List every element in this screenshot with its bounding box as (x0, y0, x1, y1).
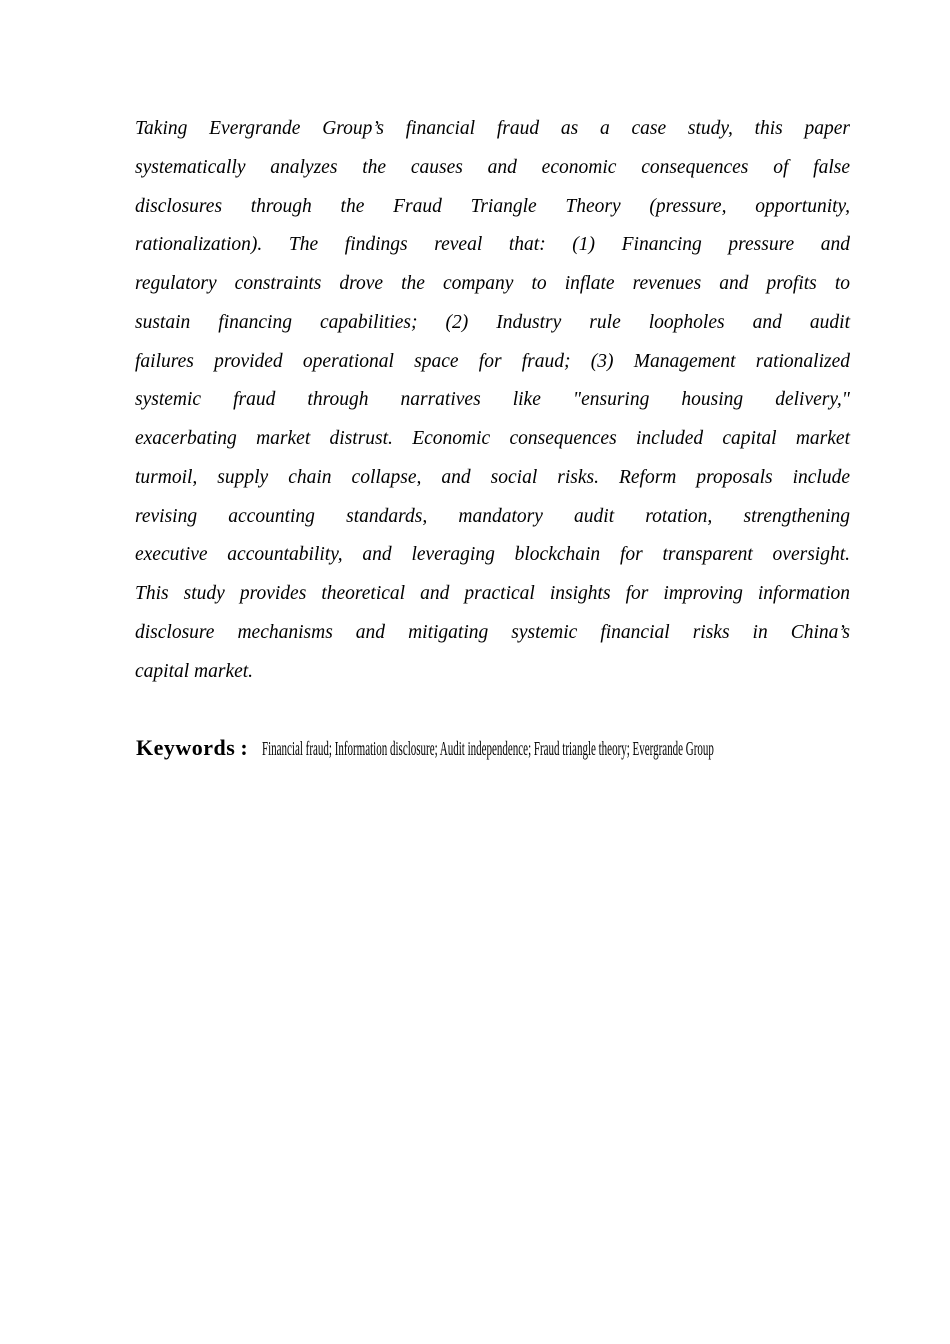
abstract-line: regulatory constraints drove the company to inflate revenues and profits to (135, 273, 850, 294)
abstract-line: executive accountability, and leveraging blockchain for transparent oversight. (135, 544, 850, 566)
abstract-line: disclosures through the Fraud Triangle Theory (pressure, opportunity, (135, 195, 850, 217)
keywords-label: Keywords (136, 735, 236, 760)
abstract-line: revising accounting standards, mandatory audit rotation, strengthening (135, 505, 850, 527)
keywords-line (136, 735, 950, 761)
abstract-line: disclosure mechanisms and mitigating systemic financial risks in China’s (135, 621, 850, 643)
keywords-list: Financial fraud; Information disclosure; Audit independence; Fraud triangle theory; Evergrande Group (261, 738, 714, 760)
keywords-colon: : (240, 735, 248, 760)
abstract-line: capital market. (135, 660, 254, 682)
abstract-line: rationalization). The findings reveal that: (1) Financing pressure and (135, 234, 850, 256)
abstract-line: sustain financing capabilities; (2) Industry rule loopholes and audit (135, 311, 850, 333)
abstract-line: systematically analyzes the causes and economic consequences of false (135, 156, 850, 178)
abstract-line: This study provides theoretical and practical insights for improving information (135, 583, 850, 604)
abstract-paragraph (135, 110, 850, 691)
abstract-line: systemic fraud through narratives like "ensuring housing delivery," (135, 389, 850, 411)
abstract-line: Taking Evergrande Group’s financial fraud as a case study, this paper (135, 118, 850, 139)
abstract-line: turmoil, supply chain collapse, and social risks. Reform proposals include (135, 466, 850, 488)
abstract-line: failures provided operational space for fraud; (3) Management rationalized (135, 350, 850, 372)
abstract-line: exacerbating market distrust. Economic consequences included capital market (135, 428, 850, 449)
